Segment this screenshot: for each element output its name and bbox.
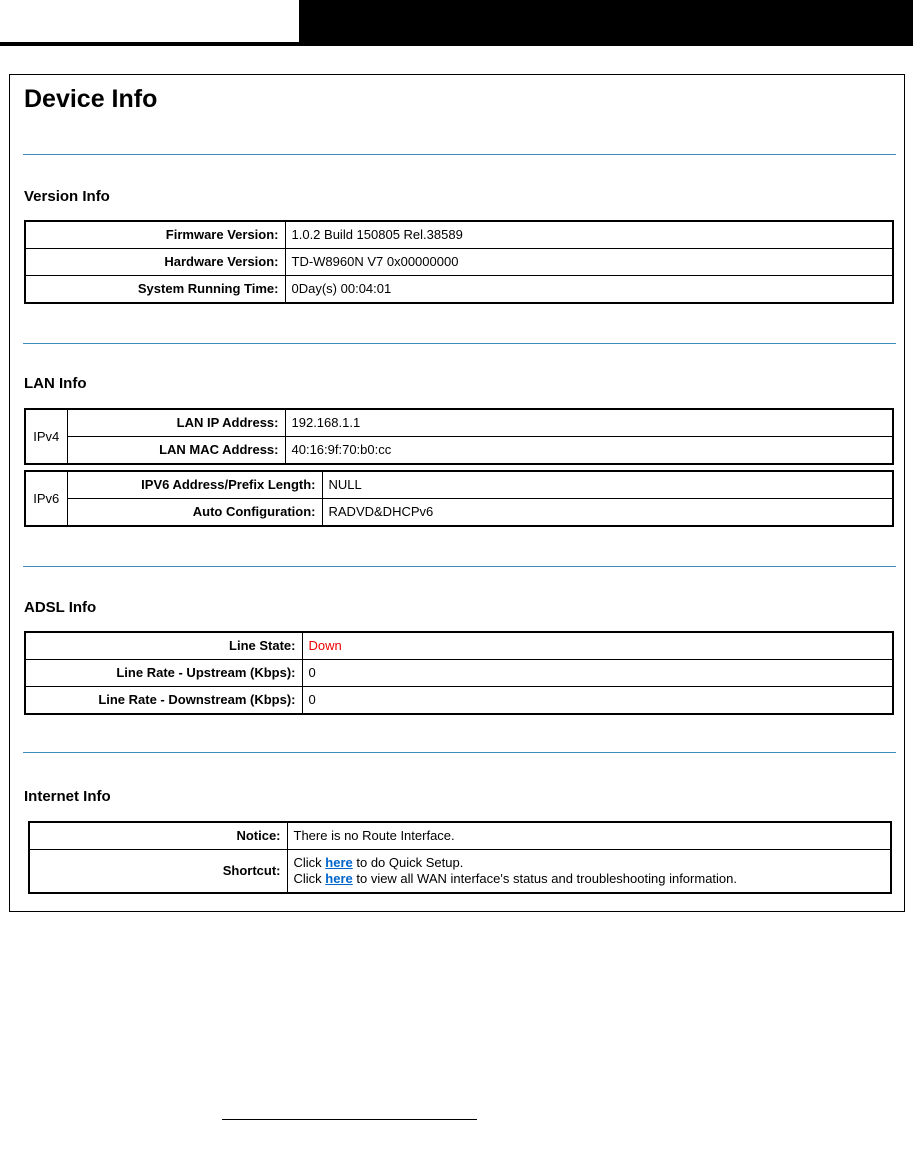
quick-setup-line [294,855,885,871]
device-info-panel [9,74,905,912]
shortcut-value [287,850,891,894]
version-info-table [24,220,894,304]
quick-setup-link[interactable]: here [325,855,353,870]
table-row [25,249,893,276]
header-rule [0,42,913,46]
lan-ip-address-label: LAN IP Address: [67,409,285,437]
lan-ipv6-table [24,470,894,527]
table-row [25,276,893,304]
wan-status-prefix: Click [293,871,326,886]
table-row [25,471,893,499]
footnote-rule [222,1119,477,1120]
downstream-rate-value: 0 [302,687,893,715]
table-row [25,632,893,660]
internet-info-heading: Internet Info [24,788,111,805]
notice-value: There is no Route Interface. [287,822,891,850]
hardware-version-value: TD-W8960N V7 0x00000000 [285,249,893,276]
shortcut-label: Shortcut: [29,850,287,894]
quick-setup-suffix: to do Quick Setup. [352,855,464,870]
wan-status-suffix: to view all WAN interface's status and troubleshooting information. [352,871,737,886]
section-separator [23,566,896,567]
upstream-rate-value: 0 [302,660,893,687]
line-state-value: Down [302,632,893,660]
notice-label: Notice: [29,822,287,850]
lan-mac-address-value: 40:16:9f:70:b0:cc [285,437,893,465]
lan-ipv4-table [24,408,894,465]
system-running-time-value: 0Day(s) 00:04:01 [285,276,893,304]
firmware-version-value: 1.0.2 Build 150805 Rel.38589 [285,221,893,249]
adsl-info-table [24,631,894,715]
downstream-rate-label: Line Rate - Downstream (Kbps): [25,687,302,715]
table-row [25,660,893,687]
line-state-label: Line State: [25,632,302,660]
section-separator [23,752,896,753]
wan-status-line [294,871,885,887]
section-separator [23,154,896,155]
lan-info-heading: LAN Info [24,375,87,392]
system-running-time-label: System Running Time: [25,276,285,304]
section-separator [23,343,896,344]
table-row [25,409,893,437]
table-row [29,822,891,850]
table-row [25,221,893,249]
ipv6-label: IPv6 [25,471,67,526]
firmware-version-label: Firmware Version: [25,221,285,249]
table-row [25,687,893,715]
wan-status-link[interactable]: here [325,871,353,886]
page-title: Device Info [24,85,158,113]
table-row [25,437,893,465]
upstream-rate-label: Line Rate - Upstream (Kbps): [25,660,302,687]
table-row [29,850,891,894]
ipv4-label: IPv4 [25,409,67,464]
table-row [25,499,893,527]
ipv6-prefix-length-label: IPV6 Address/Prefix Length: [67,471,322,499]
lan-ip-address-value: 192.168.1.1 [285,409,893,437]
auto-configuration-value: RADVD&DHCPv6 [322,499,893,527]
ipv6-prefix-length-value: NULL [322,471,893,499]
hardware-version-label: Hardware Version: [25,249,285,276]
auto-configuration-label: Auto Configuration: [67,499,322,527]
internet-info-table [28,821,892,894]
lan-mac-address-label: LAN MAC Address: [67,437,285,465]
version-info-heading: Version Info [24,188,110,205]
adsl-info-heading: ADSL Info [24,599,97,616]
quick-setup-prefix: Click [293,855,326,870]
header-bar [299,0,913,42]
